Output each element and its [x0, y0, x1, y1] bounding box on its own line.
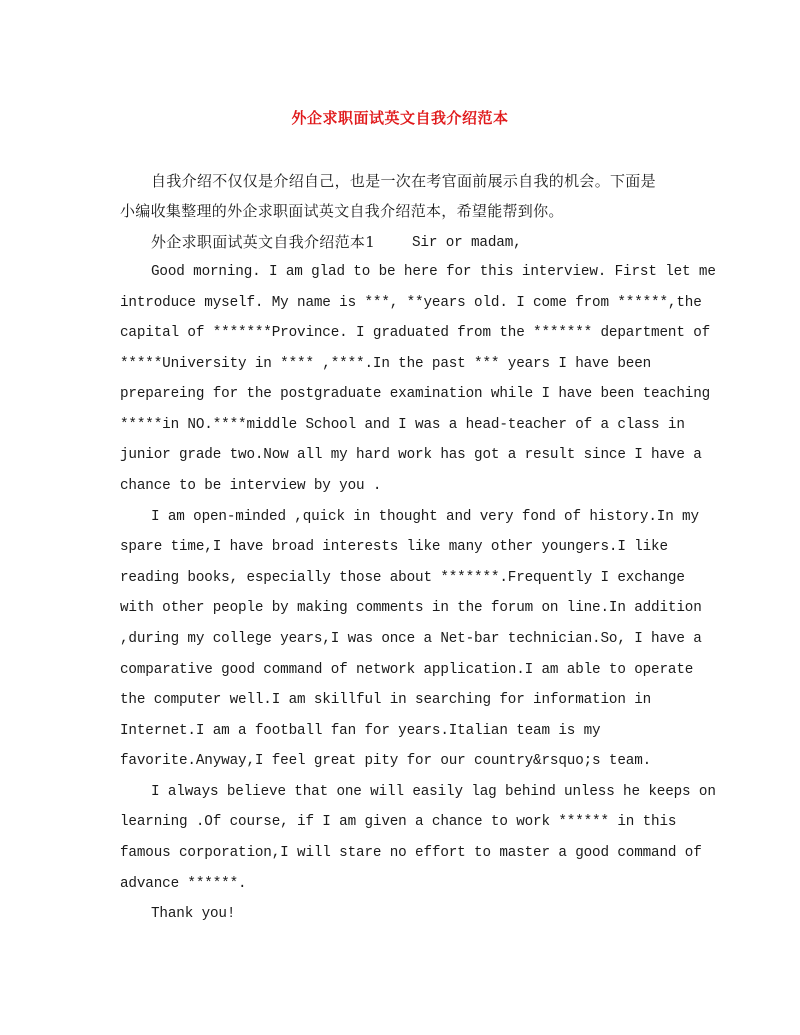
intro-line-1: 自我介绍不仅仅是介绍自己，也是一次在考官面前展示自我的机会。下面是	[151, 172, 656, 190]
paragraph-1-line: *****University in **** ,****.In the past *** years I have been	[120, 356, 652, 372]
paragraph-2-line: the computer well.I am skillful in searching for information in	[120, 692, 652, 708]
paragraph-3-line: advance ******.	[120, 876, 247, 892]
paragraph-2-line: comparative good command of network application.I am able to operate	[120, 662, 694, 678]
paragraph-2-line: Internet.I am a football fan for years.Italian team is my	[120, 723, 601, 739]
salutation: Sir or madam,	[412, 235, 522, 251]
document-title: 外企求职面试英文自我介绍范本	[291, 109, 509, 127]
paragraph-1-line: junior grade two.Now all my hard work has got a result since I have a	[120, 447, 702, 463]
paragraph-3-line: learning .Of course, if I am given a chance to work ****** in this	[120, 814, 677, 830]
paragraph-2-line: spare time,I have broad interests like many other youngers.I like	[120, 539, 668, 555]
paragraph-1-line: chance to be interview by you .	[120, 478, 382, 494]
paragraph-1-line: Good morning. I am glad to be here for this interview. First let me	[151, 264, 716, 280]
paragraph-2-line: with other people by making comments in the forum on line.In addition	[120, 600, 702, 616]
paragraph-2-line: favorite.Anyway,I feel great pity for our country&rsquo;s team.	[120, 753, 652, 769]
paragraph-2-line: I am open-minded ,quick in thought and very fond of history.In my	[151, 509, 699, 525]
paragraph-1-line: introduce myself. My name is ***, **years old. I come from ******,the	[120, 295, 702, 311]
paragraph-1-line: capital of *******Province. I graduated from the ******* department of	[120, 325, 711, 341]
paragraph-3-line: I always believe that one will easily lag behind unless he keeps on	[151, 784, 716, 800]
sample-heading: 外企求职面试英文自我介绍范本1	[151, 233, 376, 251]
paragraph-2-line: reading books, especially those about *******.Frequently I exchange	[120, 570, 685, 586]
paragraph-1-line: prepareing for the postgraduate examination while I have been teaching	[120, 386, 711, 402]
closing-line: Thank you!	[151, 906, 236, 922]
paragraph-2-line: ,during my college years,I was once a Net-bar technician.So, I have a	[120, 631, 702, 647]
paragraph-3-line: famous corporation,I will stare no effort to master a good command of	[120, 845, 702, 861]
intro-line-2: 小编收集整理的外企求职面试英文自我介绍范本，希望能帮到你。	[120, 202, 564, 220]
paragraph-1-line: *****in NO.****middle School and I was a head-teacher of a class in	[120, 417, 685, 433]
